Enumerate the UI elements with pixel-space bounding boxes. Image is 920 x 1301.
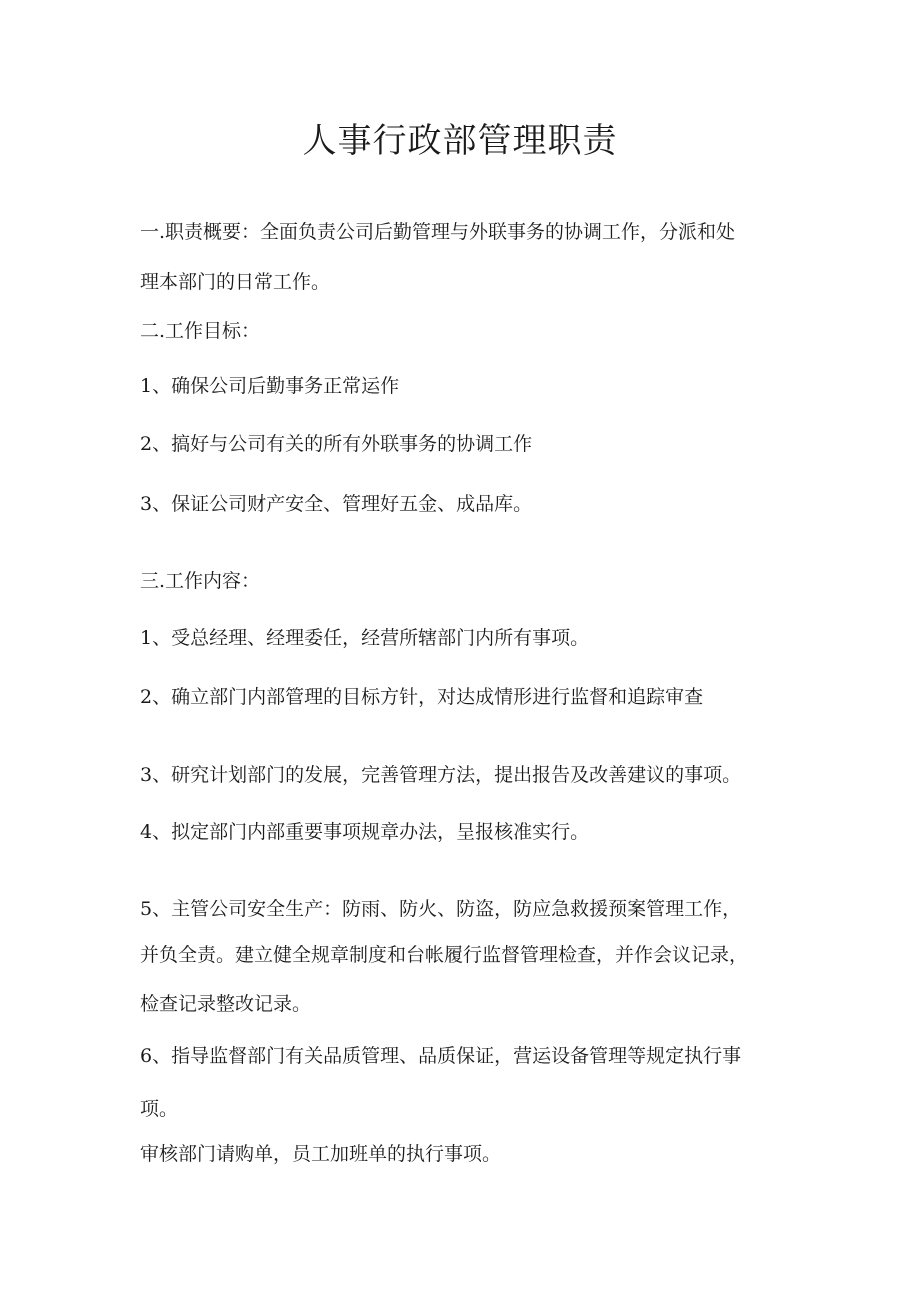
goal-item-2: 2、搞好与公司有关的所有外联事务的协调工作 [140,433,533,455]
content-item-1: 1、受总经理、经理委任，经营所辖部门内所有事项。 [140,627,590,649]
content-item-5-cont-2: 检查记录整改记录。 [140,993,312,1015]
content-item-6-cont: 项。 [140,1098,179,1120]
content-item-4: 4、拟定部门内部重要事项规章办法，呈报核准实行。 [140,821,590,843]
section-heading-content: 三.工作内容： [140,570,261,592]
goal-item-1: 1、确保公司后勤事务正常运作 [140,375,400,397]
content-item-3: 3、研究计划部门的发展，完善管理方法，提出报告及改善建议的事项。 [140,764,742,786]
document-title: 人事行政部管理职责 [302,121,618,161]
content-item-2: 2、确立部门内部管理的目标方针，对达成情形进行监督和追踪审查 [140,686,704,708]
content-item-5: 5、主管公司安全生产：防雨、防火、防盗，防应急救援预案管理工作， [140,898,742,920]
content-item-6: 6、指导监督部门有关品质管理、品质保证，营运设备管理等规定执行事 [140,1045,742,1067]
content-item-review: 审核部门请购单，员工加班单的执行事项。 [140,1143,502,1165]
paragraph-line-summary-cont: 理本部门的日常工作。 [140,271,331,293]
paragraph-line-summary: 一.职责概要：全面负责公司后勤管理与外联事务的协调工作，分派和处 [140,221,736,243]
goal-item-3: 3、保证公司财产安全、管理好五金、成品库。 [140,493,533,515]
section-heading-goals: 二.工作目标： [140,320,261,342]
content-item-5-cont: 并负全责。建立健全规章制度和台帐履行监督管理检查，并作会议记录， [140,944,749,966]
